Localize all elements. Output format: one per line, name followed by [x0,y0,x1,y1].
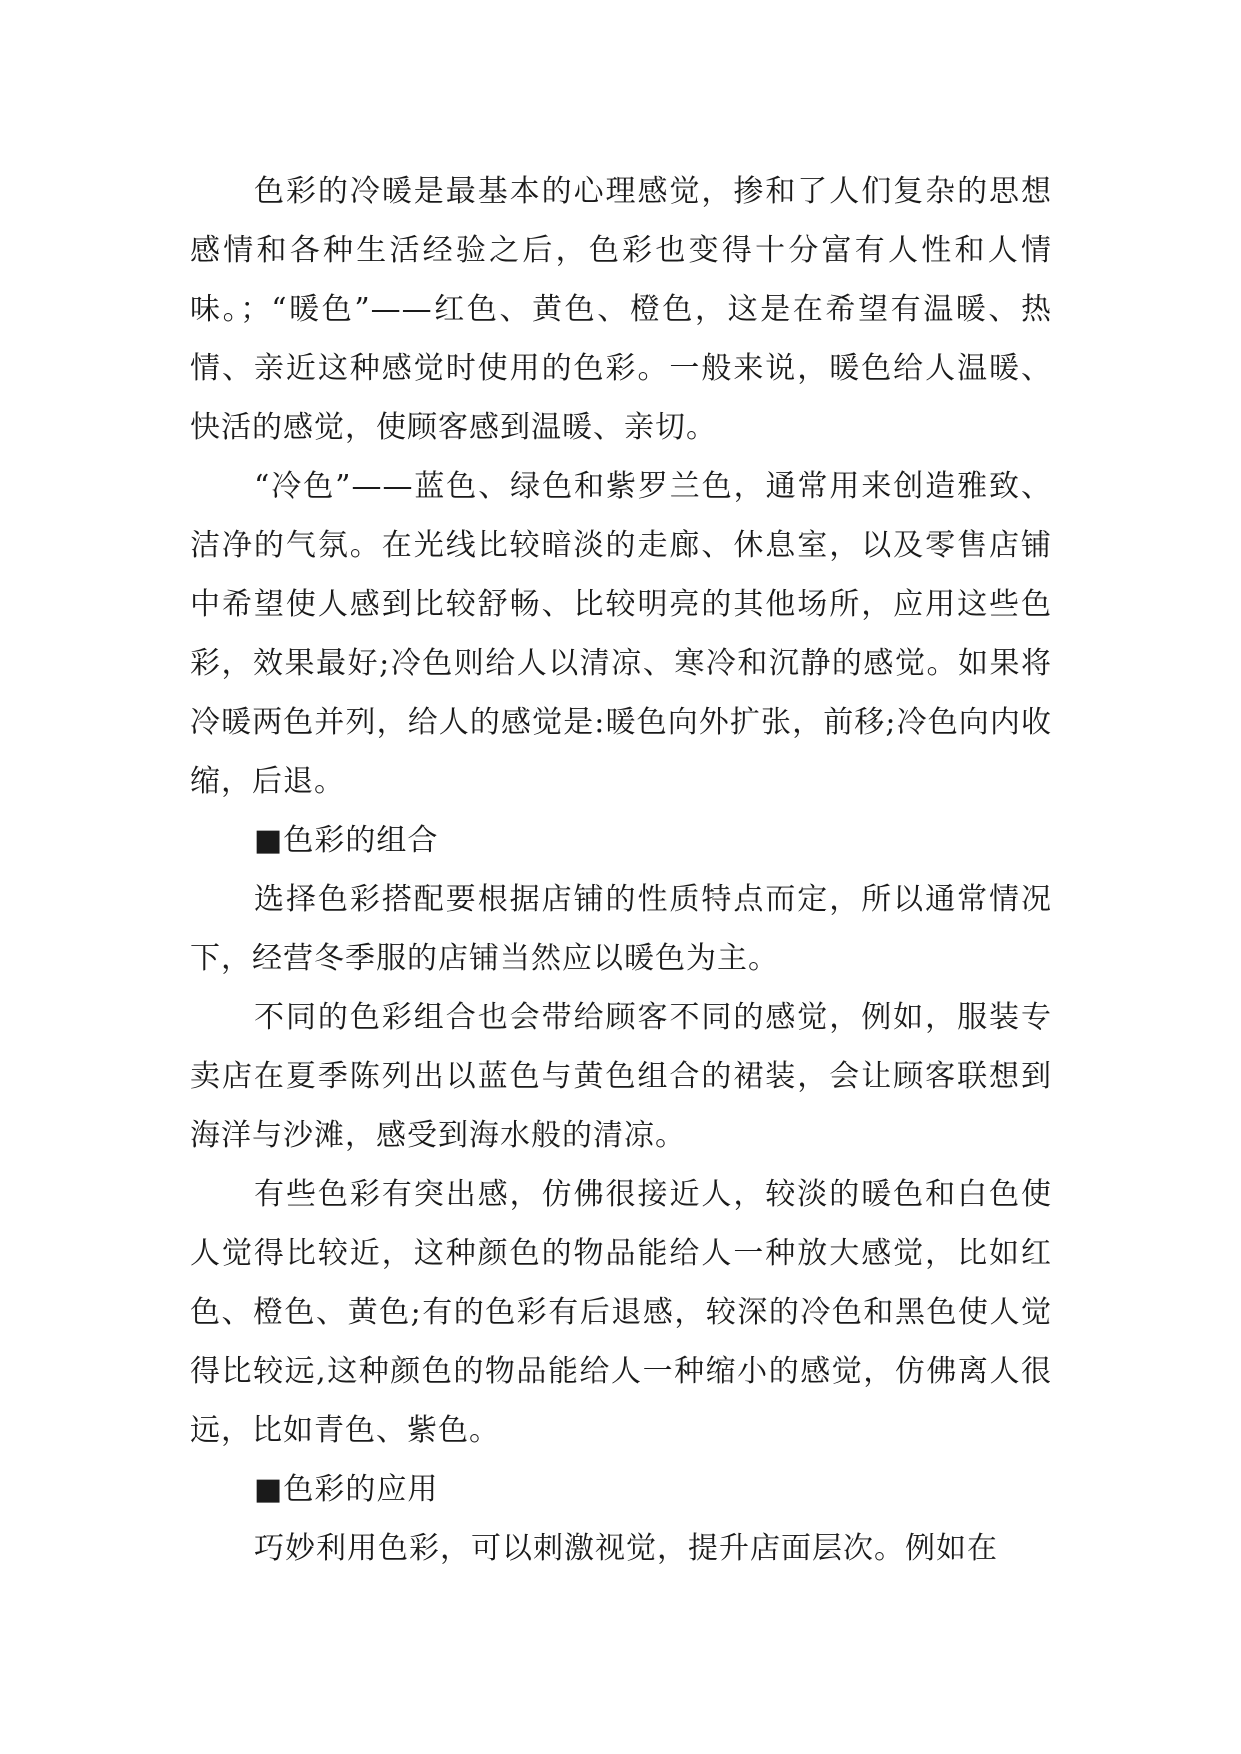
paragraph-warm-colors: 色彩的冷暖是最基本的心理感觉，掺和了人们复杂的思想感情和各种生活经验之后，色彩也变得十分富有人性和人情味。；“暖色”——红色、黄色、橙色，这是在希望有温暖、热情、亲近这种感觉时使用的色彩。一般来说，暖色给人温暖、快活的感觉，使顾客感到温暖、亲切。 [190,174,1052,445]
paragraph-cool-colors: “冷色”——蓝色、绿色和紫罗兰色，通常用来创造雅致、洁净的气氛。在光线比较暗淡的走廊、休息室，以及零售店铺中希望使人感到比较舒畅、比较明亮的其他场所，应用这些色彩，效果最好;冷色则给人以清凉、寒冷和沉静的感觉。如果将冷暖两色并列，给人的感觉是:暖色向外扩张，前移;冷色向内收缩，后退。 [190,469,1052,799]
document-body [190,162,1052,1578]
paragraph-advancing-receding-colors: 有些色彩有突出感，仿佛很接近人，较淡的暖色和白色使人觉得比较近，这种颜色的物品能给人一种放大感觉，比如红色、橙色、黄色;有的色彩有后退感，较深的冷色和黑色使人觉得比较远,这种颜色的物品能给人一种缩小的感觉，仿佛离人很远，比如青色、紫色。 [190,1177,1052,1448]
section-heading-color-application: ■色彩的应用 [254,1472,439,1507]
section-heading-color-combination: ■色彩的组合 [254,823,439,858]
paragraph-color-application: 巧妙利用色彩，可以刺激视觉，提升店面层次。例如在 [254,1531,998,1566]
paragraph-color-combination-feelings: 不同的色彩组合也会带给顾客不同的感觉，例如，服装专卖店在夏季陈列出以蓝色与黄色组合的裙装，会让顾客联想到海洋与沙滩，感受到海水般的清凉。 [190,1000,1052,1153]
paragraph-color-selection: 选择色彩搭配要根据店铺的性质特点而定，所以通常情况下，经营冬季服的店铺当然应以暖色为主。 [190,882,1052,976]
